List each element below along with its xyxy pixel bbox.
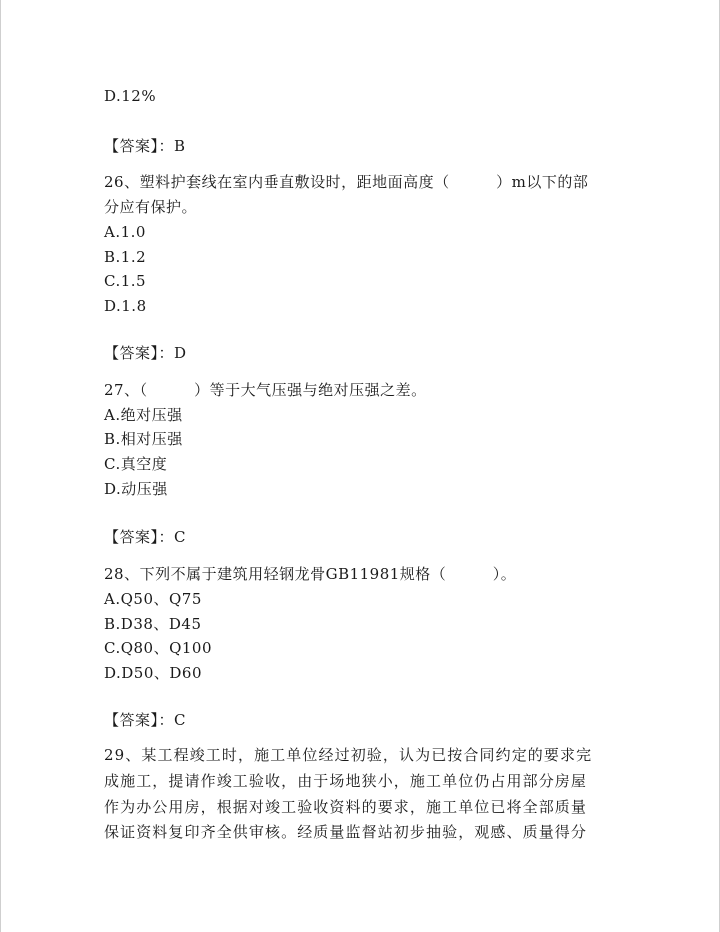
question-29-line-4: 保证资料复印齐全供审核。经质量监督站初步抽验，观感、质量得分 bbox=[104, 823, 588, 841]
option-d-q27: D.动压强 bbox=[104, 480, 168, 498]
option-b-q28: B.D38、D45 bbox=[104, 615, 202, 633]
answer-q28: 【答案】：C bbox=[104, 711, 186, 729]
option-c-q28: C.Q80、Q100 bbox=[104, 639, 213, 657]
option-d-q26: D.1.8 bbox=[104, 297, 147, 315]
question-29-line-1: 29、某工程竣工时，施工单位经过初验，认为已按合同约定的要求完 bbox=[104, 746, 593, 764]
question-29-line-2: 成施工，提请作竣工验收，由于场地狭小，施工单位仍占用部分房屋 bbox=[104, 772, 588, 790]
question-27: 27、（ ）等于大气压强与绝对压强之差。 bbox=[104, 381, 427, 399]
option-d-q25: D.12% bbox=[104, 87, 157, 105]
answer-q25: 【答案】：B bbox=[104, 137, 186, 155]
option-b-q26: B.1.2 bbox=[104, 248, 147, 266]
option-a-q28: A.Q50、Q75 bbox=[104, 590, 202, 608]
question-26-line-1: 26、塑料护套线在室内垂直敷设时，距地面高度（ ）m以下的部 bbox=[104, 173, 589, 191]
answer-q27: 【答案】：C bbox=[104, 528, 186, 546]
question-29-line-3: 作为办公用房，根据对竣工验收资料的要求，施工单位已将全部质量 bbox=[104, 798, 588, 816]
answer-q26: 【答案】：D bbox=[104, 344, 187, 362]
option-a-q27: A.绝对压强 bbox=[104, 406, 183, 424]
option-b-q27: B.相对压强 bbox=[104, 430, 183, 448]
page-border-left bbox=[0, 0, 1, 932]
option-d-q28: D.D50、D60 bbox=[104, 664, 202, 682]
option-c-q27: C.真空度 bbox=[104, 455, 168, 473]
question-28: 28、下列不属于建筑用轻钢龙骨GB11981规格（ ）。 bbox=[104, 565, 517, 583]
question-26-line-2: 分应有保护。 bbox=[104, 198, 198, 216]
option-c-q26: C.1.5 bbox=[104, 272, 147, 290]
option-a-q26: A.1.0 bbox=[104, 223, 146, 241]
